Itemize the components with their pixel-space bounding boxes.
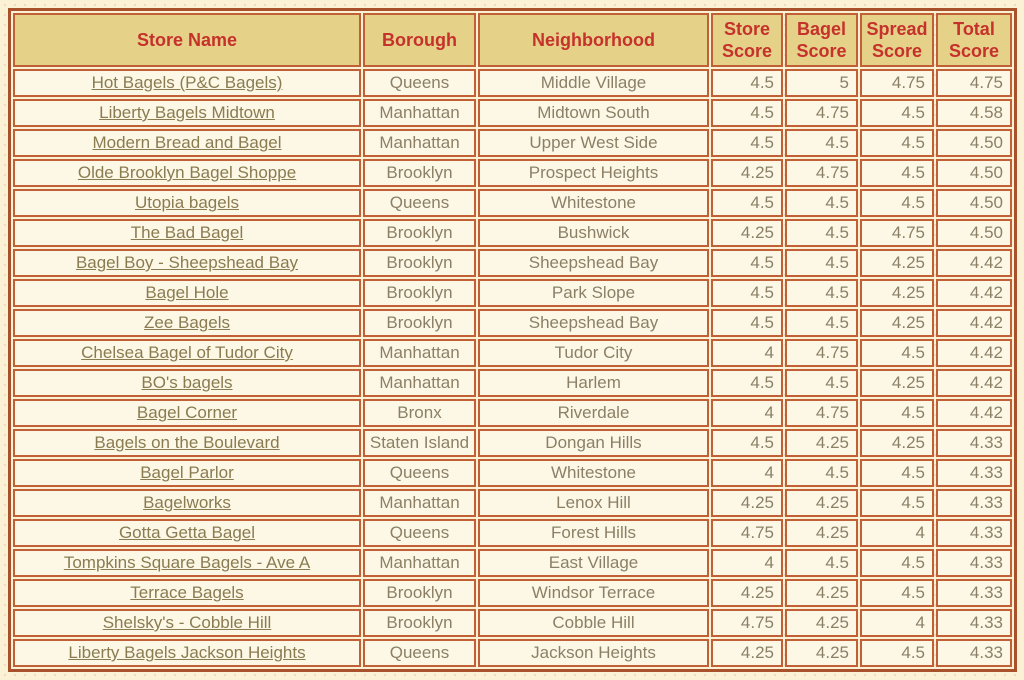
total-score-cell: 4.33 (936, 549, 1012, 577)
store-score-cell: 4.5 (711, 69, 783, 97)
column-header-store-name: Store Name (13, 13, 361, 67)
borough-cell: Manhattan (363, 369, 476, 397)
table-row (13, 279, 1012, 307)
store-name-cell (13, 369, 361, 397)
spread-score-cell: 4.5 (860, 159, 934, 187)
total-score-cell: 4.42 (936, 249, 1012, 277)
table-row (13, 249, 1012, 277)
total-score-cell: 4.42 (936, 339, 1012, 367)
store-score-cell: 4.5 (711, 249, 783, 277)
store-name-cell (13, 579, 361, 607)
borough-cell: Manhattan (363, 489, 476, 517)
header-row (13, 13, 1012, 67)
store-link[interactable]: Tompkins Square Bagels - Ave A (63, 553, 311, 572)
neighborhood-cell: Whitestone (478, 189, 709, 217)
table-row (13, 189, 1012, 217)
neighborhood-cell: Tudor City (478, 339, 709, 367)
store-name-cell (13, 429, 361, 457)
table-body (13, 69, 1012, 667)
total-score-cell: 4.42 (936, 399, 1012, 427)
store-score-cell: 4.25 (711, 159, 783, 187)
bagel-score-cell: 4.75 (785, 159, 858, 187)
spread-score-cell: 4.5 (860, 459, 934, 487)
store-link[interactable]: Bagelworks (143, 493, 231, 512)
table-row (13, 459, 1012, 487)
store-score-cell: 4 (711, 459, 783, 487)
neighborhood-cell: Harlem (478, 369, 709, 397)
borough-cell: Brooklyn (363, 279, 476, 307)
borough-cell: Brooklyn (363, 249, 476, 277)
spread-score-cell: 4.5 (860, 129, 934, 157)
store-name-cell (13, 279, 361, 307)
table-row (13, 339, 1012, 367)
spread-score-cell: 4.5 (860, 489, 934, 517)
store-name-cell (13, 609, 361, 637)
store-name-cell (13, 189, 361, 217)
neighborhood-cell: Windsor Terrace (478, 579, 709, 607)
total-score-cell: 4.50 (936, 129, 1012, 157)
store-score-cell: 4.5 (711, 429, 783, 457)
borough-cell: Queens (363, 69, 476, 97)
total-score-cell: 4.50 (936, 159, 1012, 187)
neighborhood-cell: Sheepshead Bay (478, 309, 709, 337)
neighborhood-cell: Forest Hills (478, 519, 709, 547)
bagel-score-cell: 4.25 (785, 519, 858, 547)
neighborhood-cell: Lenox Hill (478, 489, 709, 517)
bagel-score-cell: 4.25 (785, 579, 858, 607)
store-score-cell: 4.5 (711, 309, 783, 337)
store-name-cell (13, 519, 361, 547)
spread-score-cell: 4 (860, 519, 934, 547)
spread-score-cell: 4.5 (860, 579, 934, 607)
neighborhood-cell: Riverdale (478, 399, 709, 427)
neighborhood-cell: Bushwick (478, 219, 709, 247)
store-name-cell (13, 69, 361, 97)
spread-score-cell: 4.25 (860, 309, 934, 337)
spread-score-cell: 4.25 (860, 249, 934, 277)
neighborhood-cell: East Village (478, 549, 709, 577)
borough-cell: Queens (363, 459, 476, 487)
table-row (13, 309, 1012, 337)
spread-score-cell: 4.5 (860, 399, 934, 427)
store-name-cell (13, 129, 361, 157)
store-score-cell: 4.5 (711, 369, 783, 397)
total-score-cell: 4.75 (936, 69, 1012, 97)
neighborhood-cell: Dongan Hills (478, 429, 709, 457)
store-name-cell (13, 399, 361, 427)
spread-score-cell: 4.5 (860, 639, 934, 667)
store-score-cell: 4.25 (711, 489, 783, 517)
store-score-cell: 4 (711, 549, 783, 577)
table-row (13, 399, 1012, 427)
store-score-cell: 4.75 (711, 609, 783, 637)
store-link[interactable]: BO's bagels (141, 373, 233, 392)
total-score-cell: 4.42 (936, 369, 1012, 397)
total-score-cell: 4.50 (936, 219, 1012, 247)
column-header-bagel-score: Bagel Score (785, 13, 858, 67)
store-link[interactable]: Hot Bagels (P&C Bagels) (91, 73, 283, 92)
borough-cell: Manhattan (363, 549, 476, 577)
borough-cell: Brooklyn (363, 609, 476, 637)
table-row (13, 369, 1012, 397)
borough-cell: Queens (363, 639, 476, 667)
table-row (13, 99, 1012, 127)
store-link[interactable]: The Bad Bagel (130, 223, 244, 242)
total-score-cell: 4.42 (936, 309, 1012, 337)
column-header-spread-score: Spread Score (860, 13, 934, 67)
bagel-scores-table (8, 8, 1017, 672)
store-name-cell (13, 489, 361, 517)
table-row (13, 609, 1012, 637)
total-score-cell: 4.42 (936, 279, 1012, 307)
spread-score-cell: 4.25 (860, 279, 934, 307)
neighborhood-cell: Cobble Hill (478, 609, 709, 637)
bagel-score-cell: 4.75 (785, 339, 858, 367)
store-name-cell (13, 309, 361, 337)
store-link[interactable]: Bagels on the Boulevard (94, 433, 280, 452)
column-header-neighborhood: Neighborhood (478, 13, 709, 67)
store-name-cell (13, 549, 361, 577)
store-name-cell (13, 99, 361, 127)
bagel-score-cell: 5 (785, 69, 858, 97)
bagel-score-cell: 4.5 (785, 129, 858, 157)
neighborhood-cell: Whitestone (478, 459, 709, 487)
bagel-score-cell: 4.5 (785, 549, 858, 577)
bagel-score-cell: 4.25 (785, 429, 858, 457)
bagel-score-cell: 4.5 (785, 459, 858, 487)
bagel-score-cell: 4.25 (785, 609, 858, 637)
neighborhood-cell: Midtown South (478, 99, 709, 127)
table-header (13, 13, 1012, 67)
neighborhood-cell: Prospect Heights (478, 159, 709, 187)
store-score-cell: 4.5 (711, 99, 783, 127)
store-link[interactable]: Bagel Parlor (140, 463, 234, 482)
bagel-score-cell: 4.5 (785, 369, 858, 397)
neighborhood-cell: Sheepshead Bay (478, 249, 709, 277)
neighborhood-cell: Upper West Side (478, 129, 709, 157)
total-score-cell: 4.33 (936, 429, 1012, 457)
store-link[interactable]: Bagel Boy - Sheepshead Bay (75, 253, 299, 272)
table-row (13, 219, 1012, 247)
bagel-score-cell: 4.75 (785, 99, 858, 127)
borough-cell: Brooklyn (363, 219, 476, 247)
store-name-cell (13, 459, 361, 487)
spread-score-cell: 4.5 (860, 99, 934, 127)
table-row (13, 429, 1012, 457)
total-score-cell: 4.33 (936, 459, 1012, 487)
store-score-cell: 4.25 (711, 579, 783, 607)
store-link[interactable]: Olde Brooklyn Bagel Shoppe (77, 163, 297, 182)
bagel-score-cell: 4.5 (785, 189, 858, 217)
store-link[interactable]: Shelsky's - Cobble Hill (102, 613, 272, 632)
store-score-cell: 4 (711, 339, 783, 367)
column-header-borough: Borough (363, 13, 476, 67)
borough-cell: Manhattan (363, 129, 476, 157)
store-score-cell: 4.75 (711, 519, 783, 547)
table-row (13, 549, 1012, 577)
store-link[interactable]: Zee Bagels (144, 313, 230, 332)
table-row (13, 159, 1012, 187)
store-link[interactable]: Modern Bread and Bagel (92, 133, 282, 152)
spread-score-cell: 4.25 (860, 369, 934, 397)
borough-cell: Brooklyn (363, 309, 476, 337)
store-score-cell: 4.5 (711, 189, 783, 217)
neighborhood-cell: Park Slope (478, 279, 709, 307)
bagel-score-cell: 4.25 (785, 639, 858, 667)
table-row (13, 129, 1012, 157)
column-header-store-score: Store Score (711, 13, 783, 67)
total-score-cell: 4.33 (936, 519, 1012, 547)
store-score-cell: 4.5 (711, 279, 783, 307)
spread-score-cell: 4.5 (860, 549, 934, 577)
bagel-score-cell: 4.5 (785, 249, 858, 277)
borough-cell: Brooklyn (363, 159, 476, 187)
store-link[interactable]: Liberty Bagels Midtown (99, 103, 275, 122)
store-link[interactable]: Liberty Bagels Jackson Heights (68, 643, 306, 662)
bagel-score-cell: 4.5 (785, 219, 858, 247)
table-row (13, 579, 1012, 607)
column-header-total-score: Total Score (936, 13, 1012, 67)
bagel-score-cell: 4.25 (785, 489, 858, 517)
store-score-cell: 4.25 (711, 639, 783, 667)
borough-cell: Manhattan (363, 339, 476, 367)
total-score-cell: 4.33 (936, 609, 1012, 637)
store-name-cell (13, 249, 361, 277)
borough-cell: Queens (363, 519, 476, 547)
store-link[interactable]: Utopia bagels (135, 193, 239, 212)
total-score-cell: 4.33 (936, 489, 1012, 517)
bagel-score-cell: 4.5 (785, 279, 858, 307)
store-score-cell: 4.5 (711, 129, 783, 157)
store-link[interactable]: Terrace Bagels (130, 583, 244, 602)
borough-cell: Queens (363, 189, 476, 217)
borough-cell: Bronx (363, 399, 476, 427)
bagel-score-cell: 4.75 (785, 399, 858, 427)
spread-score-cell: 4.75 (860, 219, 934, 247)
total-score-cell: 4.33 (936, 579, 1012, 607)
spread-score-cell: 4.75 (860, 69, 934, 97)
table-row (13, 519, 1012, 547)
spread-score-cell: 4.5 (860, 339, 934, 367)
store-name-cell (13, 639, 361, 667)
store-link[interactable]: Bagel Hole (145, 283, 229, 302)
borough-cell: Manhattan (363, 99, 476, 127)
store-score-cell: 4.25 (711, 219, 783, 247)
store-name-cell (13, 219, 361, 247)
total-score-cell: 4.58 (936, 99, 1012, 127)
table-row (13, 69, 1012, 97)
total-score-cell: 4.33 (936, 639, 1012, 667)
table-row (13, 489, 1012, 517)
store-link[interactable]: Bagel Corner (136, 403, 238, 422)
spread-score-cell: 4.25 (860, 429, 934, 457)
bagel-score-cell: 4.5 (785, 309, 858, 337)
neighborhood-cell: Jackson Heights (478, 639, 709, 667)
table-row (13, 639, 1012, 667)
store-link[interactable]: Chelsea Bagel of Tudor City (81, 343, 293, 362)
total-score-cell: 4.50 (936, 189, 1012, 217)
borough-cell: Staten Island (363, 429, 476, 457)
neighborhood-cell: Middle Village (478, 69, 709, 97)
spread-score-cell: 4 (860, 609, 934, 637)
borough-cell: Brooklyn (363, 579, 476, 607)
store-name-cell (13, 159, 361, 187)
spread-score-cell: 4.5 (860, 189, 934, 217)
store-name-cell (13, 339, 361, 367)
store-link[interactable]: Gotta Getta Bagel (118, 523, 256, 542)
store-score-cell: 4 (711, 399, 783, 427)
